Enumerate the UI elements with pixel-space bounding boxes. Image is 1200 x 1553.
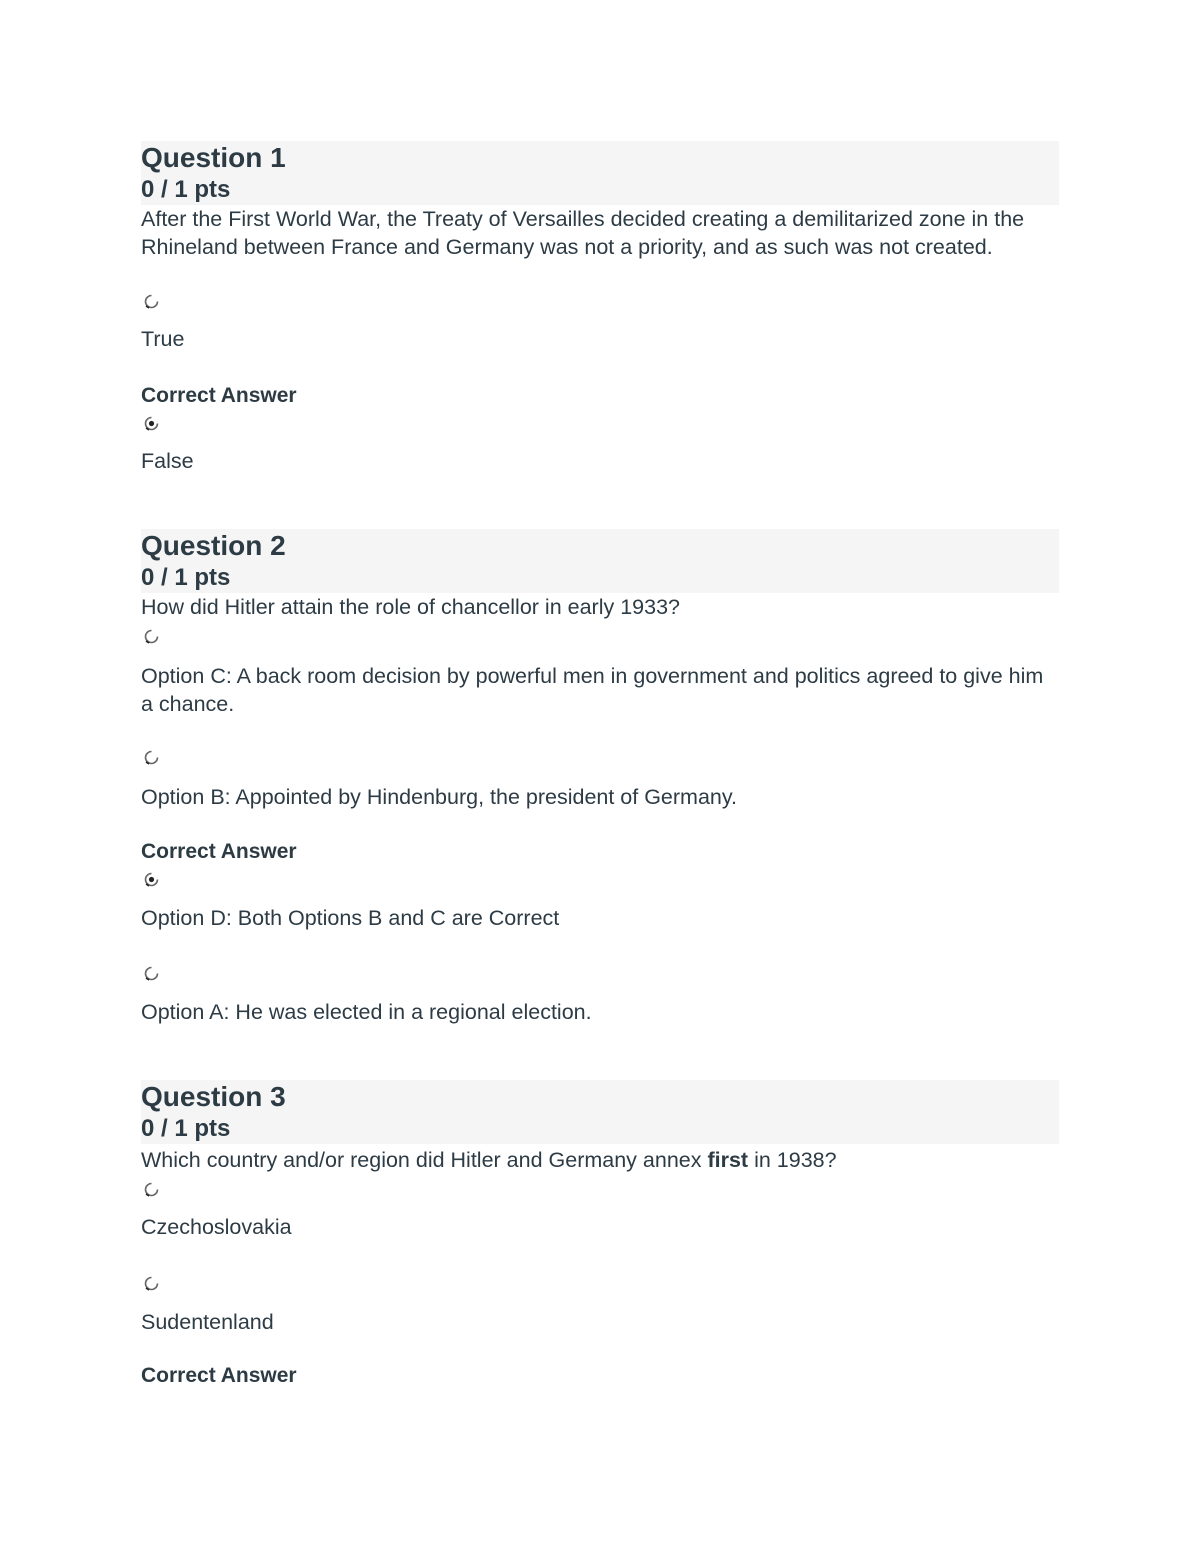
- answer-option: [141, 749, 1059, 809]
- question-title: Question 3: [141, 1081, 286, 1112]
- radio-selected-icon[interactable]: [143, 415, 160, 432]
- answer-option: [141, 415, 194, 473]
- answer-option: [141, 293, 185, 351]
- question-text-after: in 1938?: [748, 1148, 837, 1172]
- answer-label: Czechoslovakia: [141, 1215, 292, 1239]
- question-title: Question 2: [141, 530, 286, 561]
- question-header: [141, 529, 1059, 593]
- question-title: Question 1: [141, 142, 286, 173]
- question-2: [141, 529, 1059, 1024]
- answer-label: Option C: A back room decision by powerful men in government and politics agreed to give him a chance.: [141, 664, 1044, 716]
- answer-label: Option A: He was elected in a regional election.: [141, 1000, 592, 1024]
- answer-label: Option D: Both Options B and C are Correct: [141, 906, 560, 930]
- radio-unselected-icon[interactable]: [143, 293, 160, 310]
- question-header: [141, 141, 1059, 205]
- correct-answer-label: Correct Answer: [141, 384, 297, 407]
- question-3: [141, 1080, 1059, 1387]
- radio-unselected-icon[interactable]: [143, 1181, 160, 1198]
- answer-option: [141, 1275, 1059, 1334]
- correct-answer-label: Correct Answer: [141, 1364, 297, 1387]
- answer-label: Sudentenland: [141, 1310, 274, 1334]
- answer-label: False: [141, 449, 194, 473]
- question-text: [141, 1146, 1059, 1175]
- radio-selected-icon[interactable]: [143, 871, 160, 888]
- answer-option: [141, 1181, 1059, 1239]
- radio-unselected-icon[interactable]: [143, 1275, 160, 1292]
- question-text-before: Which country and/or region did Hitler and Germany annex: [141, 1148, 708, 1172]
- correct-answer-label: Correct Answer: [141, 840, 297, 863]
- question-points: 0 / 1 pts: [141, 564, 231, 591]
- radio-unselected-icon[interactable]: [143, 628, 160, 645]
- radio-unselected-icon[interactable]: [143, 749, 160, 766]
- answer-label: True: [141, 327, 185, 351]
- question-text: How did Hitler attain the role of chancellor in early 1933?: [141, 595, 680, 619]
- question-text-emphasis: first: [707, 1148, 749, 1172]
- question-header: [141, 1080, 1059, 1144]
- answer-option: [141, 965, 1059, 1024]
- answer-label: Option B: Appointed by Hindenburg, the president of Germany.: [141, 785, 737, 809]
- answer-option: [141, 628, 1059, 716]
- answer-option: [141, 871, 1059, 930]
- question-text: After the First World War, the Treaty of Versailles decided creating a demilitarized zone in the Rhineland between France and Germany was not a priority, and as such was not created.: [141, 207, 1025, 259]
- question-1: [141, 141, 1059, 473]
- question-points: 0 / 1 pts: [141, 176, 231, 203]
- radio-unselected-icon[interactable]: [143, 965, 160, 982]
- question-points: 0 / 1 pts: [141, 1115, 231, 1142]
